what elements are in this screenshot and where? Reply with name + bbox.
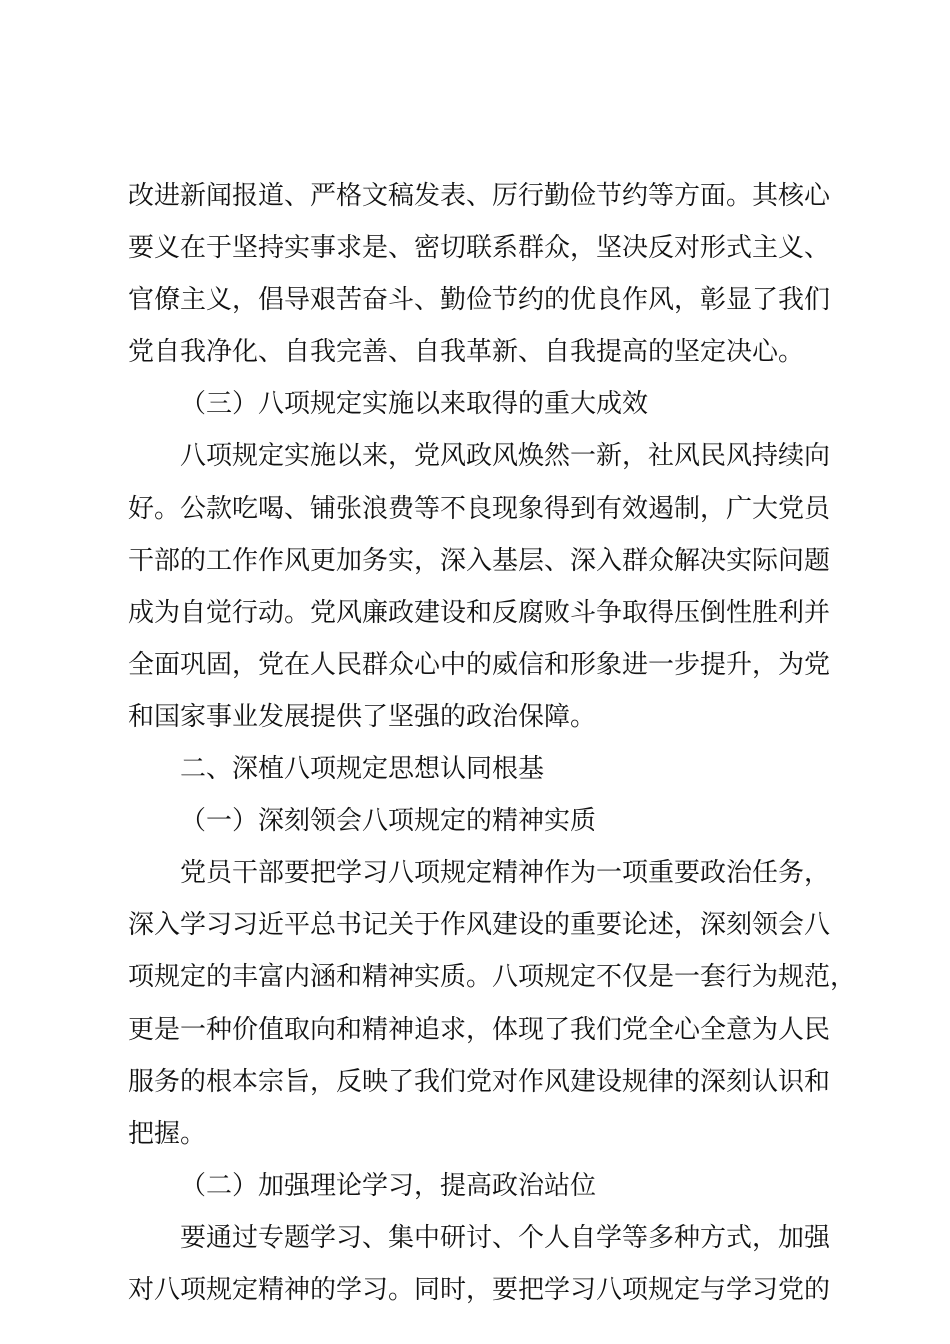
section-heading-3: （三）八项规定实施以来取得的重大成效 xyxy=(180,389,649,420)
text-line-21: 要通过专题学习、集中研讨、个人自学等多种方式，加强 xyxy=(180,1222,831,1253)
text-line-10: 全面巩固，党在人民群众心中的威信和形象进一步提升，为党 xyxy=(128,649,831,680)
text-line-9: 成为自觉行动。党风廉政建设和反腐败斗争取得压倒性胜利并 xyxy=(128,597,831,628)
text-line-15: 深入学习习近平总书记关于作风建设的重要论述，深刻领会八 xyxy=(128,910,831,941)
text-line-22: 对八项规定精神的学习。同时，要把学习八项规定与学习党的 xyxy=(128,1274,831,1305)
text-line-16: 项规定的丰富内涵和精神实质。八项规定不仅是一套行为规范， xyxy=(128,962,857,993)
chapter-heading-2: 二、深植八项规定思想认同根基 xyxy=(180,754,545,785)
text-line-17: 更是一种价值取向和精神追求，体现了我们党全心全意为人民 xyxy=(128,1014,831,1045)
body-text xyxy=(128,170,857,1316)
text-line-3: 官僚主义，倡导艰苦奋斗、勤俭节约的优良作风，彰显了我们 xyxy=(128,285,831,316)
text-line-4: 党自我净化、自我完善、自我革新、自我提高的坚定决心。 xyxy=(128,337,805,368)
text-line-1: 改进新闻报道、严格文稿发表、厉行勤俭节约等方面。其核心 xyxy=(128,181,831,211)
text-line-11: 和国家事业发展提供了坚强的政治保障。 xyxy=(128,701,597,732)
section-heading-1: （一）深刻领会八项规定的精神实质 xyxy=(180,806,597,837)
text-line-19: 把握。 xyxy=(128,1118,207,1149)
text-line-8: 干部的工作作风更加务实，深入基层、深入群众解决实际问题 xyxy=(128,545,831,576)
section-heading-2: （二）加强理论学习，提高政治站位 xyxy=(180,1170,597,1201)
text-line-14: 党员干部要把学习八项规定精神作为一项重要政治任务， xyxy=(180,858,831,889)
text-line-7: 好。公款吃喝、铺张浪费等不良现象得到有效遏制，广大党员 xyxy=(128,493,831,524)
text-line-18: 服务的根本宗旨，反映了我们党对作风建设规律的深刻认识和 xyxy=(128,1066,831,1097)
text-line-6: 八项规定实施以来，党风政风焕然一新，社风民风持续向 xyxy=(180,441,831,472)
text-line-2: 要义在于坚持实事求是、密切联系群众，坚决反对形式主义、 xyxy=(128,233,831,264)
